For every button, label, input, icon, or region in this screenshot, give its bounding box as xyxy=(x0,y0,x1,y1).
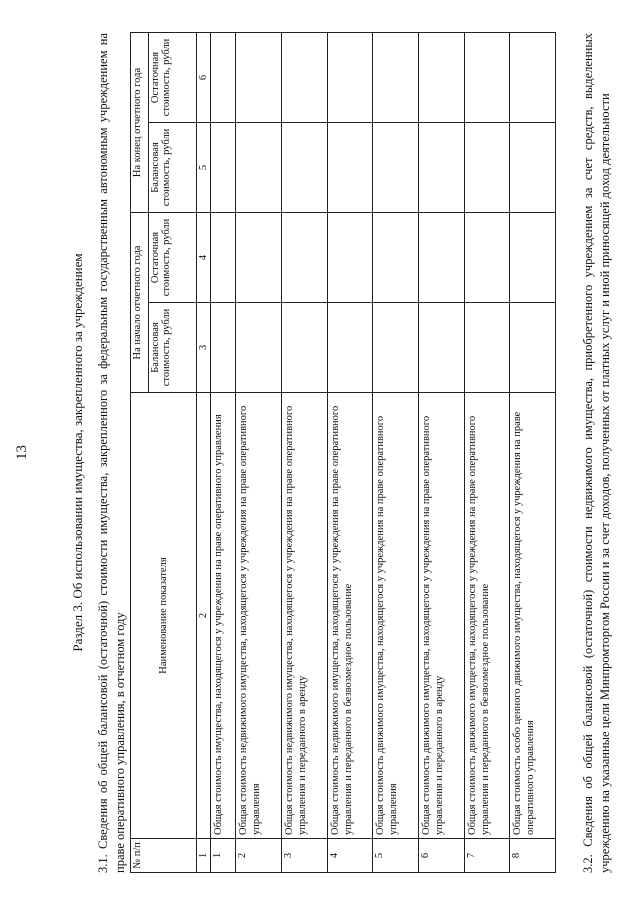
row-number: 4 xyxy=(327,839,373,873)
table-row xyxy=(373,32,419,872)
header-num: № п/п xyxy=(131,839,197,873)
residual-end-cell xyxy=(211,32,236,122)
column-number: 4 xyxy=(197,212,211,302)
paragraph-3-2: 3.2. Сведения об общей балансовой (остаточной) стоимости недвижимого имущества, приобретенного учреждением за счет средств, выделенных учреждению на указанные цели Минпромторгом России и за счет доходов, полученных от платных услуг и иной приносящей доход деятельности xyxy=(581,33,612,873)
column-number: 2 xyxy=(197,393,211,839)
residual-end-cell xyxy=(464,32,510,122)
residual-start-cell xyxy=(418,212,464,302)
balance-end-cell xyxy=(510,122,556,212)
table-row xyxy=(510,32,556,872)
row-name: Общая стоимость недвижимого имущества, находящегося у учреждения на праве оперативного управления и переданного в безвозмездное пользование xyxy=(327,393,373,839)
residual-end-cell xyxy=(281,32,327,122)
balance-start-cell xyxy=(281,303,327,393)
balance-start-cell xyxy=(327,303,373,393)
balance-end-cell xyxy=(373,122,419,212)
balance-end-cell xyxy=(211,122,236,212)
residual-end-cell xyxy=(327,32,373,122)
header-residual-end: Остаточная стоимость, рубли xyxy=(149,32,197,122)
balance-end-cell xyxy=(464,122,510,212)
row-number: 3 xyxy=(281,839,327,873)
table-row xyxy=(464,32,510,872)
property-value-table xyxy=(130,32,556,873)
balance-start-cell xyxy=(211,303,236,393)
balance-end-cell xyxy=(327,122,373,212)
row-number: 1 xyxy=(211,839,236,873)
header-balance-start: Балансовая стоимость, рубли xyxy=(149,303,197,393)
header-residual-start: Остаточная стоимость, рубли xyxy=(149,212,197,302)
table-row xyxy=(327,32,373,872)
table-row xyxy=(236,32,282,872)
section-title: Раздел 3. Об использовании имущества, закрепленного за учреждением xyxy=(70,253,85,652)
row-name: Общая стоимость движимого имущества, находящегося у учреждения на праве оперативного управления и переданного в аренду xyxy=(418,393,464,839)
balance-end-cell xyxy=(418,122,464,212)
residual-end-cell xyxy=(236,32,282,122)
column-number: 6 xyxy=(197,32,211,122)
balance-end-cell xyxy=(236,122,282,212)
residual-end-cell xyxy=(373,32,419,122)
column-number: 1 xyxy=(197,839,211,873)
residual-start-cell xyxy=(373,212,419,302)
row-name: Общая стоимость движимого имущества, находящегося у учреждения на праве оперативного управления и переданного в безвозмездное пользование xyxy=(464,393,510,839)
row-number: 6 xyxy=(418,839,464,873)
residual-start-cell xyxy=(281,212,327,302)
residual-start-cell xyxy=(211,212,236,302)
column-number: 3 xyxy=(197,303,211,393)
table-row xyxy=(281,32,327,872)
row-number: 5 xyxy=(373,839,419,873)
row-name: Общая стоимость имущества, находящегося у учреждения на праве оперативного управления xyxy=(211,393,236,839)
balance-start-cell xyxy=(373,303,419,393)
balance-start-cell xyxy=(464,303,510,393)
page-number: 13 xyxy=(14,445,30,460)
row-name: Общая стоимость недвижимого имущества, находящегося у учреждения на праве оперативного управления и переданного в аренду xyxy=(281,393,327,839)
balance-start-cell xyxy=(510,303,556,393)
residual-end-cell xyxy=(510,32,556,122)
row-name: Общая стоимость особо ценного движимого имущества, находящегося у учреждения на праве оперативного управления xyxy=(510,393,556,839)
balance-start-cell xyxy=(236,303,282,393)
balance-end-cell xyxy=(281,122,327,212)
row-number: 8 xyxy=(510,839,556,873)
row-number: 7 xyxy=(464,839,510,873)
header-end-of-year: На конец отчетного года xyxy=(131,32,149,212)
paragraph-3-1: 3.1. Сведения об общей балансовой (остаточной) стоимости имущества, закрепленного за федеральным государственным автономным учреждением на праве оперативного управления, в отчетном году xyxy=(96,33,127,873)
column-number: 5 xyxy=(197,122,211,212)
residual-start-cell xyxy=(510,212,556,302)
table-row xyxy=(418,32,464,872)
header-balance-end: Балансовая стоимость, рубли xyxy=(149,122,197,212)
header-start-of-year: На начало отчетного года xyxy=(131,212,149,392)
header-name: Наименование показателя xyxy=(131,393,197,839)
residual-end-cell xyxy=(418,32,464,122)
residual-start-cell xyxy=(236,212,282,302)
table-row xyxy=(211,32,236,872)
row-name: Общая стоимость движимого имущества, находящегося у учреждения на праве оперативного управления xyxy=(373,393,419,839)
row-name: Общая стоимость недвижимого имущества, находящегося у учреждения на праве оперативного управления xyxy=(236,393,282,839)
residual-start-cell xyxy=(464,212,510,302)
row-number: 2 xyxy=(236,839,282,873)
residual-start-cell xyxy=(327,212,373,302)
balance-start-cell xyxy=(418,303,464,393)
